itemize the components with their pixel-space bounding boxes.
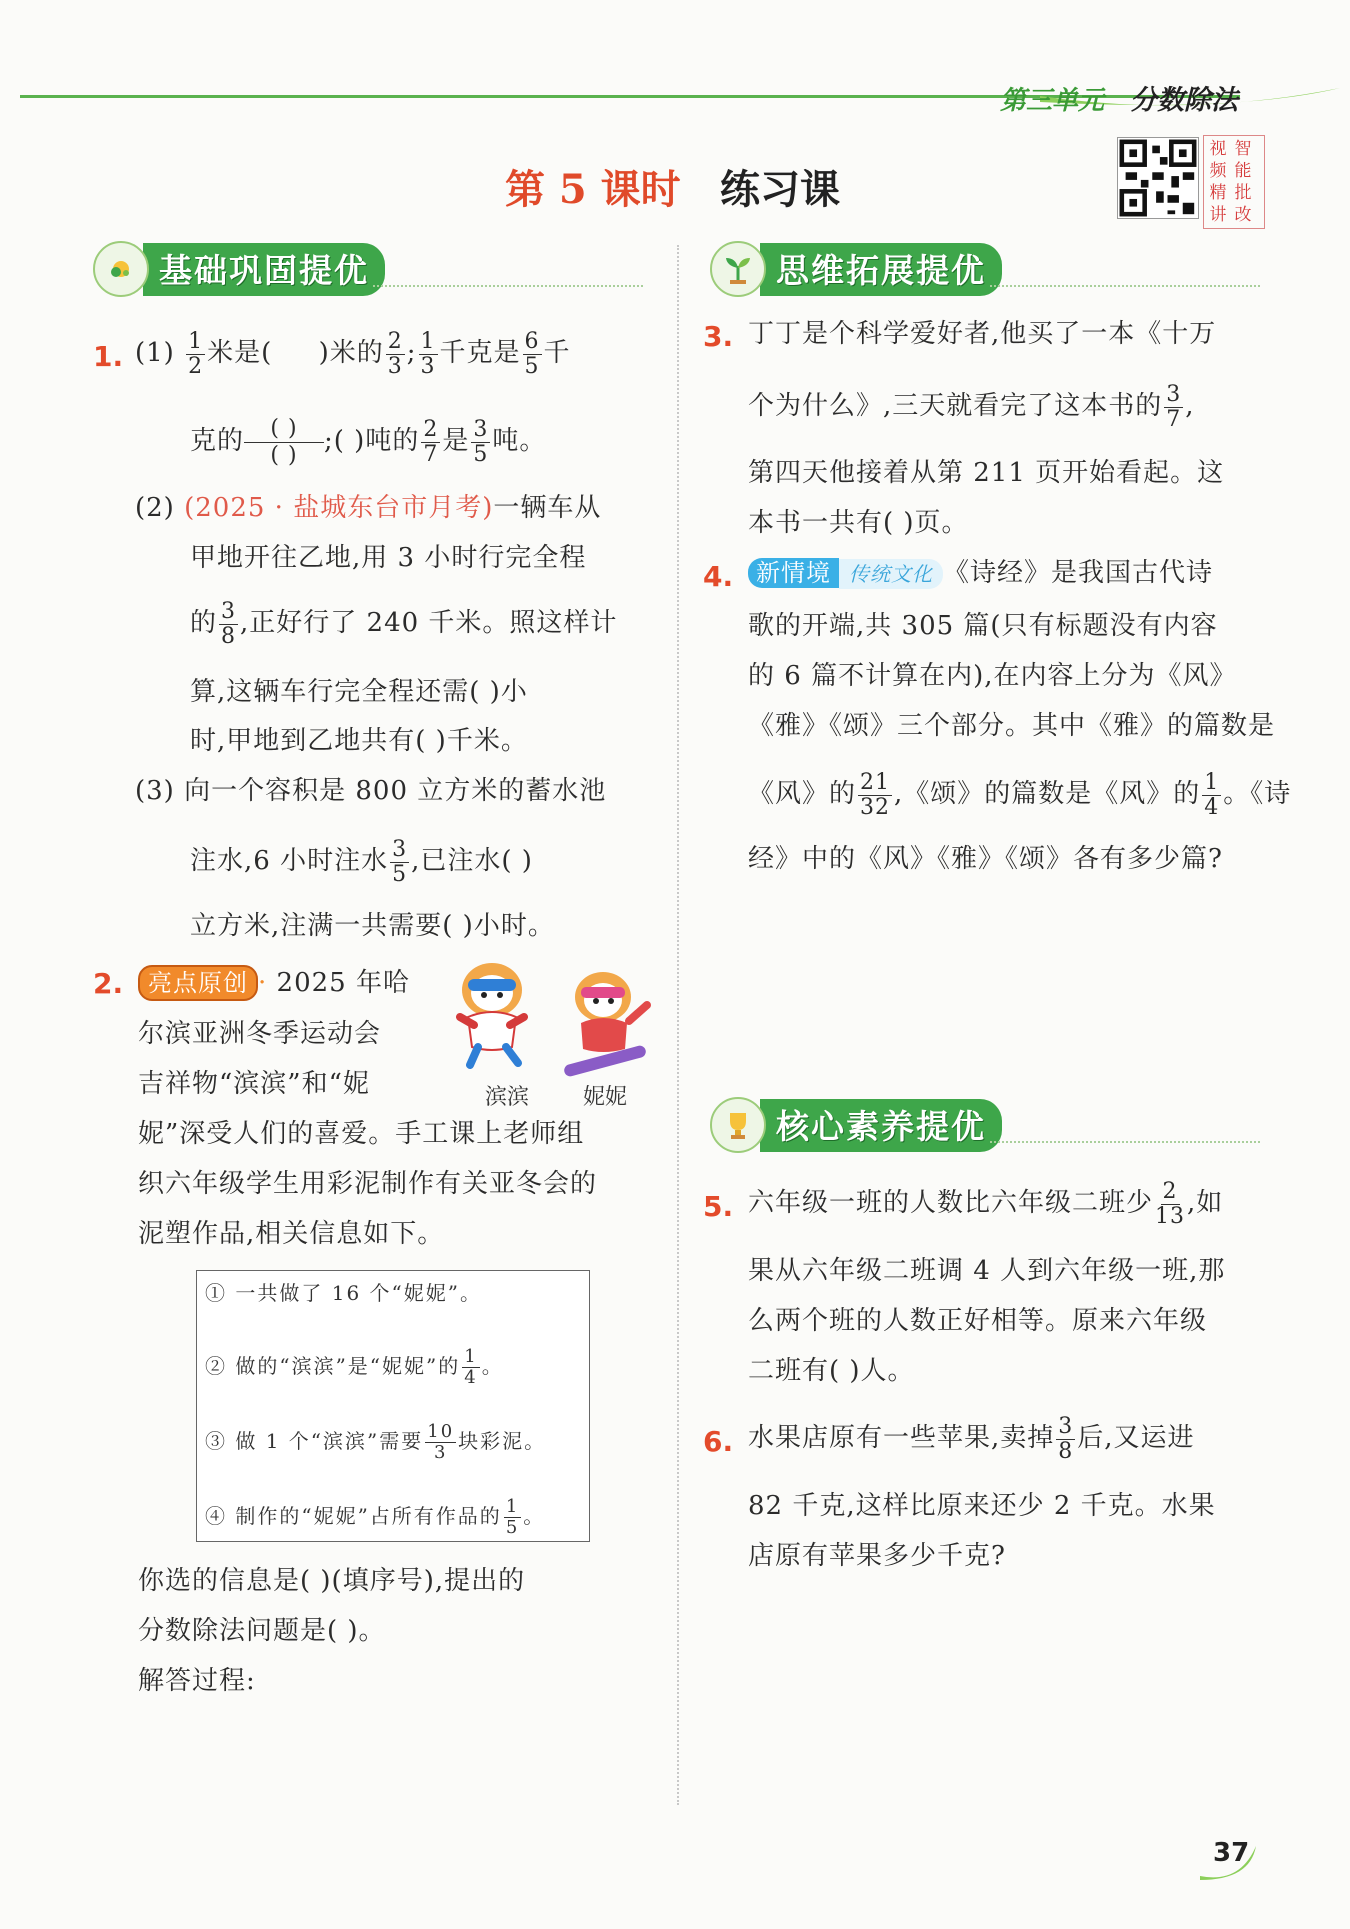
q4-line6: 经》中的《风》《雅》《颂》各有多少篇? [748, 844, 1223, 874]
q1-part3-line1: (3) 向一个容积是 800 立方米的蓄水池 [135, 776, 607, 806]
q5-line3: 么两个班的人数正好相等。原来六年级 [748, 1306, 1208, 1336]
trophy-icon [710, 1097, 766, 1153]
unit-label: 第三单元 [1000, 86, 1105, 116]
q5-line2: 果从六年级二班调 4 人到六年级一班,那 [748, 1256, 1226, 1286]
nini-mascot-icon [555, 965, 655, 1077]
q5-line4: 二班有( )人。 [748, 1356, 915, 1386]
q3-number: 3. [703, 320, 734, 353]
binbin-mascot-icon [440, 955, 545, 1070]
new-context-badge: 新情境 [748, 558, 839, 588]
q2-answer-line1: 你选的信息是( )(填序号),提出的 [138, 1566, 526, 1596]
q1-part2-line1: (2) (2025 · 盐城东台市月考)一辆车从 [135, 493, 602, 523]
q6-line3: 店原有苹果多少千克? [748, 1541, 1006, 1571]
q2-number: 2. [93, 967, 124, 1000]
q3-line3: 第四天他接着从第 211 页开始看起。这 [748, 458, 1225, 488]
q1-part2-line2: 甲地开往乙地,用 3 小时行完全程 [190, 543, 587, 573]
culture-badge: 传统文化 [839, 559, 943, 589]
q3-line4: 本书一共有( )页。 [748, 508, 969, 538]
q4-line1: 新情境 传统文化 《诗经》是我国古代诗 [748, 557, 1213, 589]
q5-number: 5. [703, 1190, 734, 1223]
q6-line2: 82 千克,这样比原来还少 2 千克。水果 [748, 1491, 1216, 1521]
q6-line1: 水果店原有一些苹果,卖掉 $\frac{3}{8}$ 后,又运进 [748, 1413, 1195, 1464]
q2-line1: 亮点原创 · 2025 年哈 [138, 965, 410, 1001]
qr-code-icon[interactable] [1117, 137, 1199, 219]
lesson-number: 第 5 课时 [505, 166, 681, 213]
info-item-4: ④ 制作的“妮妮”占所有作品的 $\frac{1}{5}$ 。 [205, 1496, 546, 1538]
q5-line1: 六年级一班的人数比六年级二班少 $\frac{2}{13}$ ,如 [748, 1178, 1224, 1229]
section-thinking [710, 247, 1002, 291]
info-item-2: ② 做的“滨滨”是“妮妮”的 $\frac{1}{4}$ 。 [205, 1346, 504, 1388]
q1-part3-line3: 立方米,注满一共需要( )小时。 [190, 911, 555, 941]
section-core-label: 核心素养提优 [760, 1099, 1002, 1152]
q2-line5: 织六年级学生用彩泥制作有关亚冬会的 [138, 1169, 598, 1199]
binbin-caption: 滨滨 [485, 1085, 530, 1110]
section-thinking-label: 思维拓展提优 [760, 243, 1002, 296]
page-number: 37 [1213, 1838, 1250, 1868]
q1-part2-line5: 时,甲地到乙地共有( )千米。 [190, 726, 528, 756]
lesson-title: 练习课 [720, 166, 840, 213]
info-item-1: ① 一共做了 16 个“妮妮”。 [205, 1281, 482, 1305]
q4-line5: 《风》的 $\frac{21}{32}$ ,《颂》的篇数是《风》的 $\frac{1}{4}$ 。《诗 [748, 769, 1292, 820]
q3-line2: 个为什么》,三天就看完了这本书的 $\frac{3}{7}$ , [748, 381, 1195, 432]
q2-line2: 尔滨亚洲冬季运动会 [138, 1019, 382, 1049]
q1-number: 1. [93, 340, 124, 373]
q1-part1-line2: 克的 $\frac{( )}{( )}$ ;( )吨的 $\frac{2}{7}$ 是 $\frac{3}{5}$ 吨。 [190, 415, 547, 468]
section-core [710, 1103, 1002, 1147]
section-basic-label: 基础巩固提优 [143, 243, 385, 296]
section-basic [93, 247, 385, 291]
q2-line3: 吉祥物“滨滨”和“妮 [138, 1069, 370, 1099]
q4-line4: 《雅》《颂》三个部分。其中《雅》的篇数是 [748, 711, 1276, 741]
q1-part2-line4: 算,这辆车行完全程还需( )小 [190, 677, 528, 707]
q1-part2-line3: 的 $\frac{3}{8}$ ,正好行了 240 千米。照这样计 [190, 598, 618, 649]
q4-line2: 歌的开端,共 305 篇(只有标题没有内容 [748, 611, 1218, 641]
sprout-icon [710, 241, 766, 297]
q4-line3: 的 6 篇不计算在内),在内容上分为《风》 [748, 661, 1237, 691]
q1-source: (2025 · 盐城东台市月考) [184, 493, 494, 523]
q2-line4: 妮”深受人们的喜爱。手工课上老师组 [138, 1119, 585, 1149]
q2-line6: 泥塑作品,相关信息如下。 [138, 1219, 445, 1249]
fraction-blank[interactable]: $\frac{( )}{( )}$ [244, 416, 324, 469]
info-item-3: ③ 做 1 个“滨滨”需要 $\frac{10}{3}$ 块彩泥。 [205, 1421, 547, 1463]
unit-name: 分数除法 [1130, 85, 1238, 116]
q2-answer-line2: 分数除法问题是( )。 [138, 1616, 386, 1646]
q1-part1-line1: (1) $\frac{1}{2}$ 米是( )米的 $\frac{2}{3}$ ; $\frac{1}{3}$ 千克是 $\frac{6}{5}$ 千 [135, 328, 571, 379]
nini-caption: 妮妮 [583, 1085, 628, 1110]
highlight-badge: 亮点原创 [138, 965, 258, 1001]
q2-answer-line3: 解答过程: [138, 1666, 256, 1696]
q6-number: 6. [703, 1425, 734, 1458]
qr-caption: 视 智 频 能 精 批 讲 改 [1203, 135, 1265, 229]
q1-part3-line2: 注水,6 小时注水 $\frac{3}{5}$ ,已注水( ) [190, 836, 533, 887]
column-divider [677, 245, 679, 1805]
gear-sun-icon [93, 241, 149, 297]
q3-line1: 丁丁是个科学爱好者,他买了一本《十万 [748, 319, 1217, 349]
q4-number: 4. [703, 560, 734, 593]
